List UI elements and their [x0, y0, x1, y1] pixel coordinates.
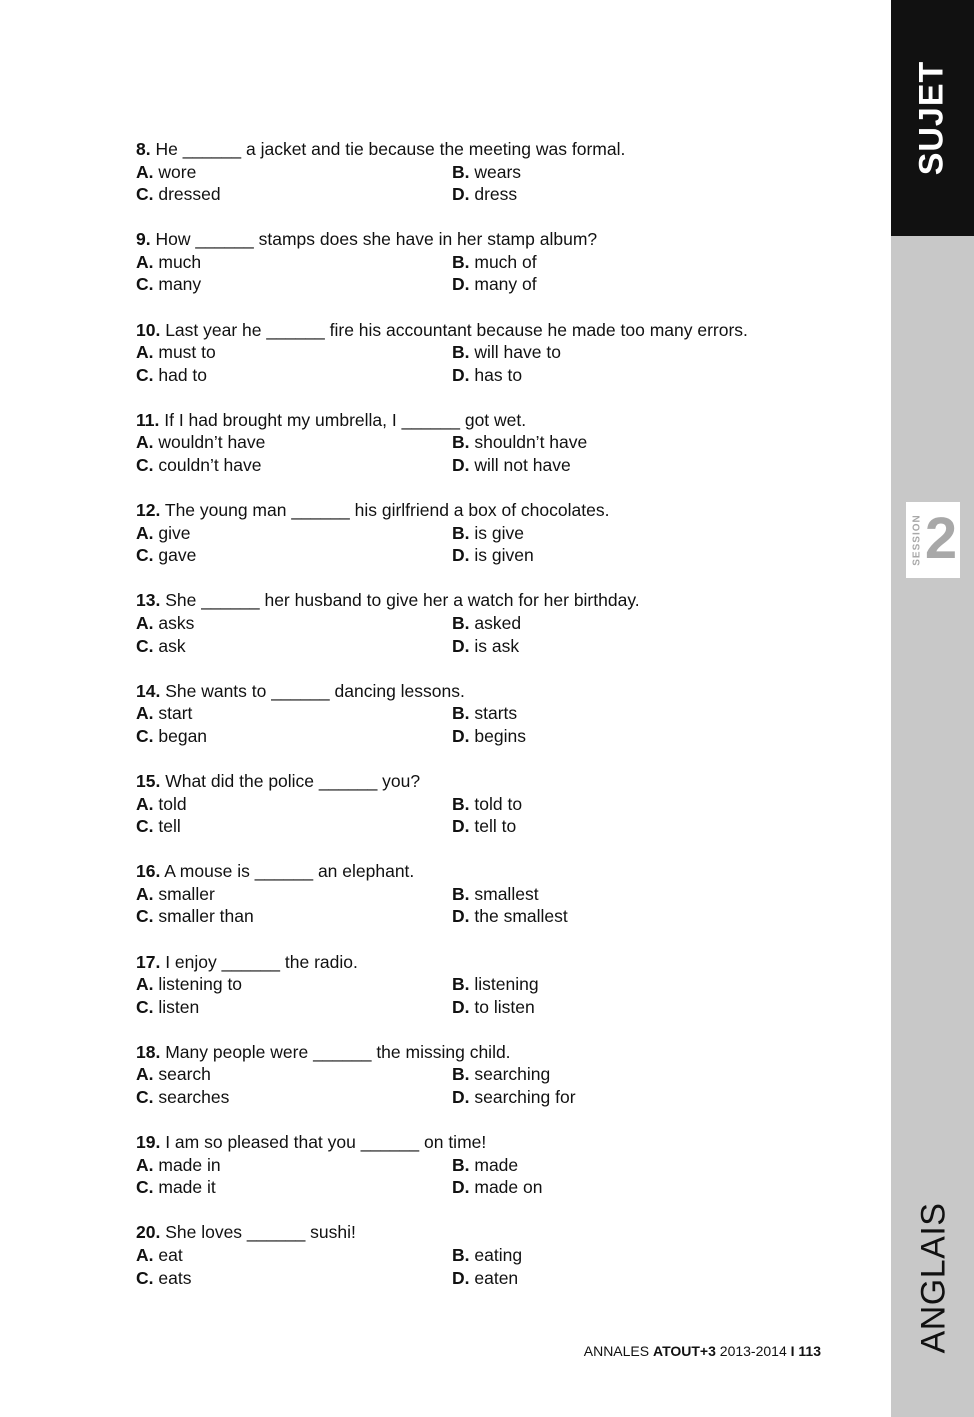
footer-prefix: ANNALES: [583, 1343, 653, 1359]
answer-option: [452, 1176, 768, 1199]
answer-option: [136, 725, 452, 748]
answer-option: [452, 1063, 768, 1086]
option-text: has to: [474, 364, 523, 385]
option-letter: B.: [452, 1244, 470, 1265]
option-letter: B.: [452, 161, 470, 182]
question-stem: [136, 951, 776, 974]
answer-option: [136, 612, 452, 635]
option-letter: B.: [452, 522, 470, 543]
option-text: smaller than: [158, 906, 254, 927]
option-letter: C.: [136, 184, 154, 205]
option-letter: C.: [136, 364, 154, 385]
option-text: eats: [158, 1267, 192, 1288]
answer-option: [136, 364, 452, 387]
option-text: is give: [474, 522, 524, 543]
option-text: couldn’t have: [158, 455, 262, 476]
question-number: 10.: [136, 319, 161, 340]
option-text: searching: [474, 1064, 551, 1085]
answer-options: [136, 161, 776, 206]
option-letter: B.: [452, 342, 470, 363]
answer-options: [136, 341, 776, 386]
answer-option: [136, 183, 452, 206]
option-text: tell: [158, 816, 181, 837]
option-text: must to: [158, 342, 216, 363]
answer-option: [452, 1244, 768, 1267]
subject-label: ANGLAIS: [914, 1202, 953, 1354]
option-letter: A.: [136, 703, 154, 724]
option-letter: A.: [136, 161, 154, 182]
answer-option: [452, 431, 768, 454]
answer-option: [136, 973, 452, 996]
answer-option: [136, 1063, 452, 1086]
option-letter: B.: [452, 1064, 470, 1085]
question-text: She wants to ______ dancing lessons.: [165, 680, 465, 701]
question-number: 8.: [136, 139, 151, 159]
option-letter: D.: [452, 184, 470, 205]
option-letter: B.: [452, 974, 470, 995]
question-text: I enjoy ______ the radio.: [165, 951, 358, 972]
answer-option: [452, 725, 768, 748]
option-letter: B.: [452, 251, 470, 272]
question-text: A mouse is ______ an elephant.: [164, 861, 415, 882]
answer-options: [136, 612, 776, 657]
answer-option: [452, 612, 768, 635]
question-item: [136, 770, 776, 838]
question-stem: [136, 228, 776, 251]
answer-option: [136, 522, 452, 545]
question-item: [136, 138, 776, 206]
question-item: [136, 319, 776, 387]
option-letter: B.: [452, 613, 470, 633]
option-text: eat: [158, 1244, 183, 1265]
option-letter: A.: [136, 883, 154, 904]
option-text: much of: [474, 251, 537, 272]
option-letter: A.: [136, 1154, 154, 1175]
answer-option: [136, 793, 452, 816]
option-text: tell to: [474, 816, 517, 837]
answer-option: [452, 883, 768, 906]
answer-option: [452, 793, 768, 816]
option-letter: D.: [452, 545, 470, 566]
option-text: starts: [474, 703, 518, 724]
option-text: told: [158, 793, 187, 814]
option-letter: C.: [136, 1267, 154, 1288]
answer-options: [136, 251, 776, 296]
option-letter: B.: [452, 883, 470, 904]
answer-option: [452, 273, 768, 296]
option-letter: A.: [136, 793, 154, 814]
option-letter: A.: [136, 522, 154, 543]
option-text: had to: [158, 364, 208, 385]
question-item: [136, 499, 776, 567]
option-letter: C.: [136, 635, 154, 656]
question-item: [136, 1221, 776, 1289]
option-text: start: [158, 703, 193, 724]
answer-option: [452, 905, 768, 928]
answer-option: [452, 161, 768, 184]
answer-option: [136, 635, 452, 658]
option-text: search: [158, 1064, 211, 1085]
answer-option: [452, 1267, 768, 1290]
answer-options: [136, 702, 776, 747]
option-text: is ask: [474, 635, 520, 656]
question-stem: [136, 1041, 776, 1064]
option-letter: C.: [136, 996, 154, 1017]
option-text: searching for: [474, 1087, 576, 1107]
option-text: listen: [158, 996, 200, 1017]
question-stem: [136, 680, 776, 703]
answer-option: [452, 973, 768, 996]
answer-option: [136, 702, 452, 725]
option-text: smallest: [474, 883, 539, 904]
answer-options: [136, 973, 776, 1018]
page-number: 113: [794, 1343, 821, 1359]
option-text: will not have: [474, 455, 571, 476]
question-text: She loves ______ sushi!: [165, 1222, 356, 1243]
answer-options: [136, 522, 776, 567]
question-stem: [136, 499, 776, 522]
question-number: 19.: [136, 1132, 161, 1153]
option-letter: A.: [136, 251, 154, 272]
answer-option: [136, 1244, 452, 1267]
option-letter: C.: [136, 1087, 154, 1107]
answer-options: [136, 1063, 776, 1108]
question-item: [136, 589, 776, 657]
session-number: 2: [924, 506, 958, 571]
option-text: many: [158, 274, 202, 295]
question-stem: [136, 319, 776, 342]
option-letter: B.: [452, 793, 470, 814]
option-letter: A.: [136, 974, 154, 995]
question-number: 12.: [136, 500, 161, 521]
answer-option: [452, 183, 768, 206]
option-letter: A.: [136, 613, 154, 633]
question-item: [136, 951, 776, 1019]
question-number: 11.: [136, 409, 160, 430]
option-text: smaller: [158, 883, 215, 904]
option-letter: A.: [136, 1064, 154, 1085]
answer-option: [136, 454, 452, 477]
answer-option: [136, 905, 452, 928]
answer-options: [136, 1154, 776, 1199]
option-text: shouldn’t have: [474, 432, 588, 453]
footer-separator: I: [790, 1343, 795, 1359]
option-letter: D.: [452, 725, 470, 746]
question-text: If I had brought my umbrella, I ______ got wet.: [164, 409, 527, 430]
option-letter: C.: [136, 1177, 154, 1198]
question-number: 15.: [136, 770, 161, 791]
question-number: 14.: [136, 680, 161, 701]
answer-option: [136, 996, 452, 1019]
option-letter: C.: [136, 455, 154, 476]
answer-option: [452, 522, 768, 545]
option-letter: A.: [136, 1244, 154, 1265]
option-text: gave: [158, 545, 197, 566]
page-footer: [520, 1343, 821, 1359]
option-letter: B.: [452, 1154, 470, 1175]
answer-options: [136, 883, 776, 928]
question-number: 17.: [136, 951, 161, 972]
option-letter: D.: [452, 635, 470, 656]
option-text: listening to: [158, 974, 243, 995]
option-letter: C.: [136, 906, 154, 927]
option-text: asked: [474, 613, 522, 633]
option-text: made in: [158, 1154, 221, 1175]
option-letter: A.: [136, 432, 154, 453]
answer-option: [136, 1154, 452, 1177]
question-text: What did the police ______ you?: [165, 770, 421, 791]
question-number: 20.: [136, 1222, 161, 1243]
answer-option: [452, 544, 768, 567]
question-text: How ______ stamps does she have in her stamp album?: [155, 229, 598, 250]
option-text: begins: [474, 725, 526, 746]
option-text: much: [158, 251, 202, 272]
question-number: 9.: [136, 229, 151, 250]
question-stem: [136, 589, 776, 612]
answer-option: [136, 1176, 452, 1199]
question-number: 13.: [136, 590, 161, 611]
answer-option: [136, 1267, 452, 1290]
answer-option: [136, 341, 452, 364]
option-letter: C.: [136, 725, 154, 746]
option-text: searches: [158, 1087, 230, 1107]
question-text: She ______ her husband to give her a watch for her birthday.: [165, 590, 640, 611]
option-letter: C.: [136, 545, 154, 566]
option-text: eaten: [474, 1267, 519, 1288]
option-text: wears: [474, 161, 522, 182]
footer-brand: ATOUT+3: [653, 1343, 716, 1359]
answer-option: [452, 251, 768, 274]
option-text: many of: [474, 274, 537, 295]
option-letter: D.: [452, 274, 470, 295]
option-letter: B.: [452, 432, 470, 453]
answer-option: [136, 544, 452, 567]
answer-option: [452, 815, 768, 838]
question-text: I am so pleased that you ______ on time!: [165, 1132, 487, 1153]
answer-option: [452, 364, 768, 387]
option-text: began: [158, 725, 208, 746]
option-text: will have to: [474, 342, 561, 363]
option-text: dressed: [158, 184, 221, 205]
question-item: [136, 1041, 776, 1109]
option-text: asks: [158, 613, 195, 633]
option-letter: D.: [452, 1087, 470, 1107]
answer-option: [452, 1086, 768, 1109]
question-item: [136, 1131, 776, 1199]
question-list: [136, 138, 776, 1312]
option-letter: D.: [452, 996, 470, 1017]
answer-option: [136, 273, 452, 296]
answer-option: [136, 883, 452, 906]
answer-option: [136, 431, 452, 454]
option-letter: D.: [452, 816, 470, 837]
question-text: The young man ______ his girlfriend a box of chocolates.: [164, 500, 610, 521]
option-text: made it: [158, 1177, 216, 1198]
option-letter: D.: [452, 364, 470, 385]
answer-options: [136, 793, 776, 838]
answer-options: [136, 431, 776, 476]
option-text: the smallest: [474, 906, 568, 927]
option-text: made on: [474, 1177, 543, 1198]
session-word: SESSION: [911, 514, 923, 566]
question-text: He ______ a jacket and tie because the meeting was formal.: [155, 139, 626, 159]
question-stem: [136, 770, 776, 793]
option-letter: C.: [136, 816, 154, 837]
answer-option: [452, 454, 768, 477]
question-item: [136, 409, 776, 477]
question-text: Last year he ______ fire his accountant because he made too many errors.: [165, 319, 748, 340]
option-text: told to: [474, 793, 523, 814]
option-text: to listen: [474, 996, 535, 1017]
question-stem: [136, 138, 776, 161]
option-text: is given: [474, 545, 534, 566]
option-letter: D.: [452, 455, 470, 476]
option-letter: A.: [136, 342, 154, 363]
answer-option: [452, 635, 768, 658]
answer-option: [452, 702, 768, 725]
question-item: [136, 228, 776, 296]
option-text: wouldn’t have: [158, 432, 266, 453]
answer-option: [136, 815, 452, 838]
option-letter: D.: [452, 906, 470, 927]
option-text: made: [474, 1154, 519, 1175]
answer-option: [452, 341, 768, 364]
option-text: ask: [158, 635, 186, 656]
answer-option: [452, 996, 768, 1019]
answer-option: [452, 1154, 768, 1177]
question-item: [136, 860, 776, 928]
question-stem: [136, 1131, 776, 1154]
section-label: SUJET: [912, 60, 951, 176]
question-number: 16.: [136, 861, 161, 882]
question-stem: [136, 409, 776, 432]
answer-option: [136, 251, 452, 274]
question-text: Many people were ______ the missing child.: [165, 1041, 511, 1062]
question-stem: [136, 860, 776, 883]
option-text: listening: [474, 974, 539, 995]
option-text: give: [158, 522, 191, 543]
option-text: wore: [158, 161, 197, 182]
option-text: eating: [474, 1244, 523, 1265]
answer-option: [136, 161, 452, 184]
question-stem: [136, 1221, 776, 1244]
answer-option: [136, 1086, 452, 1109]
footer-years: 2013-2014: [715, 1343, 791, 1359]
answer-options: [136, 1244, 776, 1289]
option-letter: B.: [452, 703, 470, 724]
question-number: 18.: [136, 1041, 161, 1062]
option-letter: D.: [452, 1267, 470, 1288]
option-letter: C.: [136, 274, 154, 295]
question-item: [136, 680, 776, 748]
option-letter: D.: [452, 1177, 470, 1198]
option-text: dress: [474, 184, 518, 205]
